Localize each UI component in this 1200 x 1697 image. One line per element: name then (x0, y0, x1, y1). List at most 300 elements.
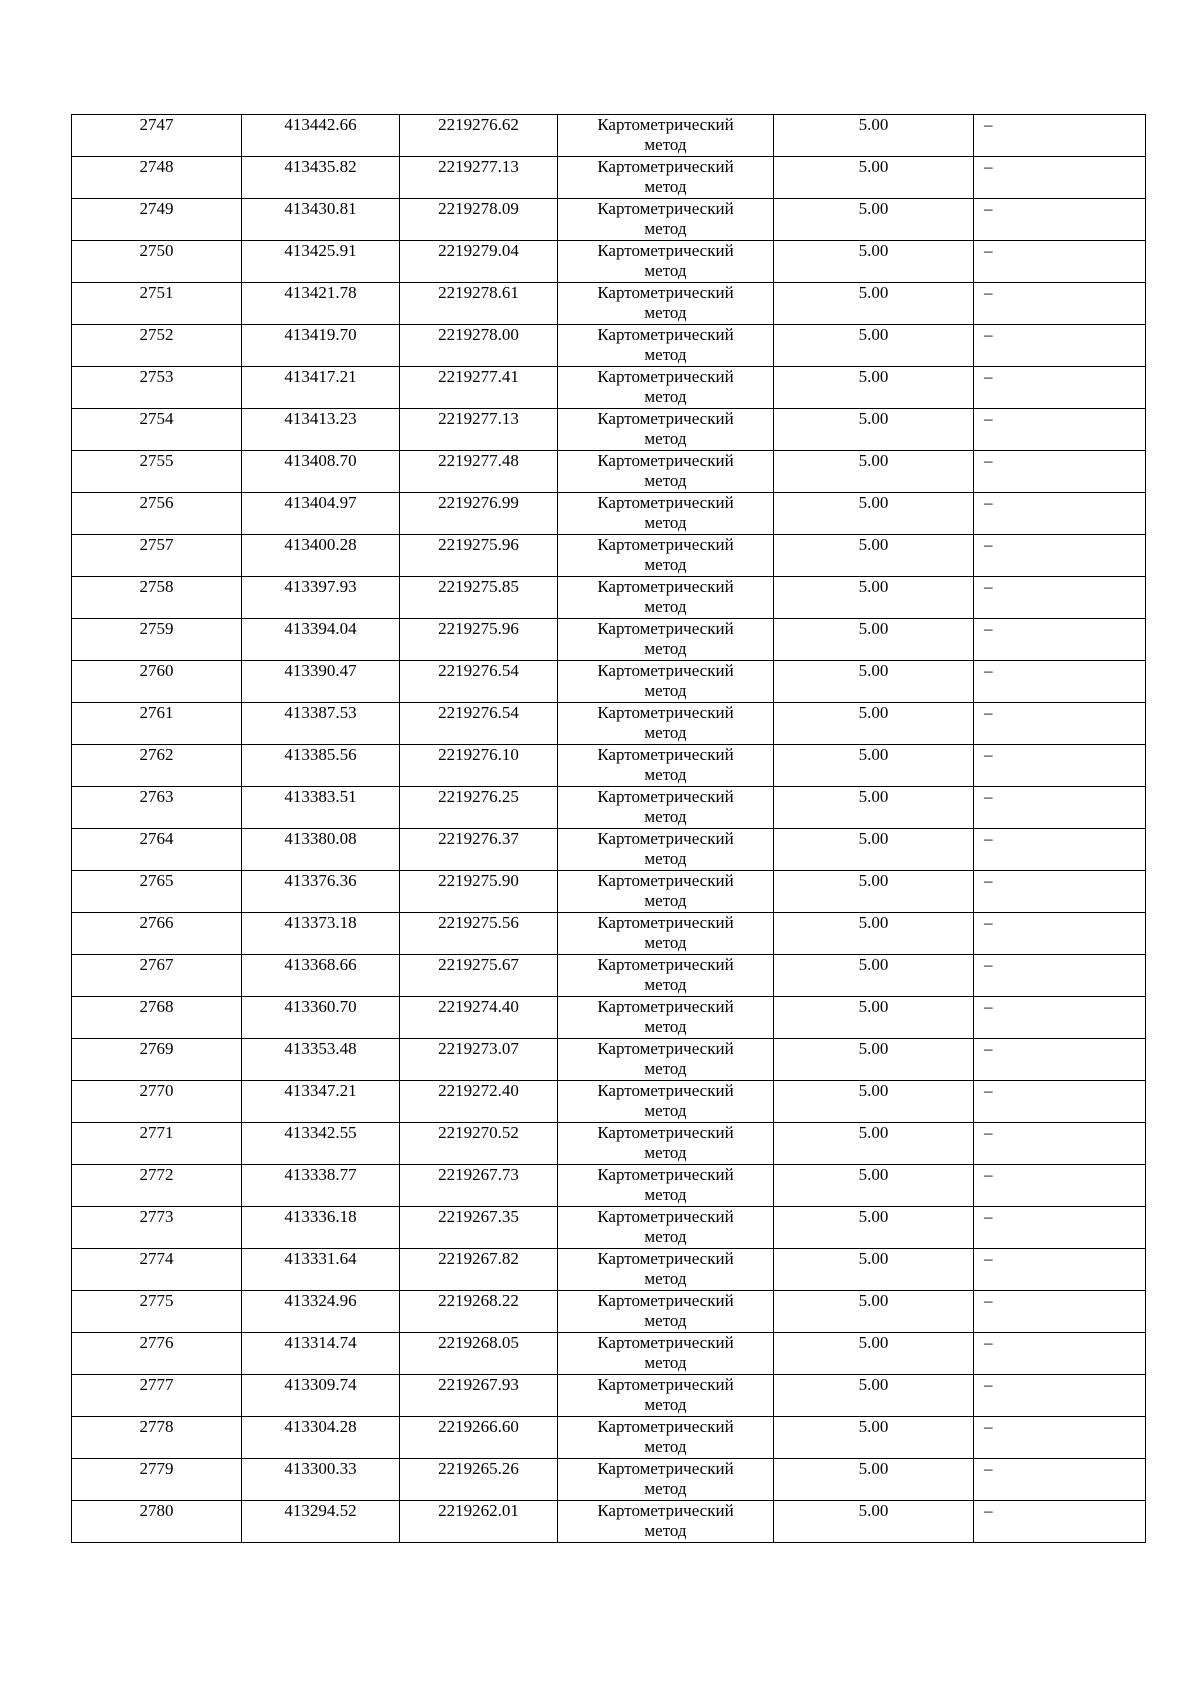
accuracy-cell: 5.00 (774, 1333, 974, 1375)
x-coordinate-cell: 413397.93 (242, 577, 400, 619)
method-line-2: метод (644, 1143, 687, 1162)
method-line-1: Картометрический (597, 1165, 734, 1184)
method-line-2: метод (644, 723, 687, 742)
accuracy-cell: 5.00 (774, 157, 974, 199)
method-cell (558, 829, 774, 871)
x-coordinate-cell: 413373.18 (242, 913, 400, 955)
table-row (72, 955, 1146, 997)
method-cell (558, 1375, 774, 1417)
y-coordinate-cell: 2219279.04 (400, 241, 558, 283)
x-coordinate-cell: 413404.97 (242, 493, 400, 535)
x-coordinate-cell: 413309.74 (242, 1375, 400, 1417)
y-coordinate-cell: 2219275.96 (400, 535, 558, 577)
point-number-cell: 2777 (72, 1375, 242, 1417)
description-cell: – (974, 493, 1146, 535)
x-coordinate-cell: 413390.47 (242, 661, 400, 703)
y-coordinate-cell: 2219267.35 (400, 1207, 558, 1249)
method-line-1: Картометрический (597, 367, 734, 386)
method-line-2: метод (644, 597, 687, 616)
accuracy-cell: 5.00 (774, 241, 974, 283)
accuracy-cell: 5.00 (774, 1459, 974, 1501)
table-row (72, 1501, 1146, 1543)
description-cell: – (974, 1501, 1146, 1543)
method-cell (558, 367, 774, 409)
point-number-cell: 2767 (72, 955, 242, 997)
method-line-1: Картометрический (597, 1375, 734, 1394)
method-cell (558, 955, 774, 997)
y-coordinate-cell: 2219270.52 (400, 1123, 558, 1165)
method-cell (558, 1081, 774, 1123)
description-cell: – (974, 1039, 1146, 1081)
x-coordinate-cell: 413342.55 (242, 1123, 400, 1165)
table-row (72, 283, 1146, 325)
point-number-cell: 2768 (72, 997, 242, 1039)
point-number-cell: 2756 (72, 493, 242, 535)
table-row (72, 1291, 1146, 1333)
coordinates-table (71, 114, 1146, 1543)
method-cell (558, 1165, 774, 1207)
description-cell: – (974, 997, 1146, 1039)
x-coordinate-cell: 413360.70 (242, 997, 400, 1039)
table-row (72, 1375, 1146, 1417)
description-cell: – (974, 1459, 1146, 1501)
method-line-2: метод (644, 891, 687, 910)
accuracy-cell: 5.00 (774, 955, 974, 997)
method-line-1: Картометрический (597, 1291, 734, 1310)
table-row (72, 1459, 1146, 1501)
x-coordinate-cell: 413385.56 (242, 745, 400, 787)
method-line-1: Картометрический (597, 955, 734, 974)
description-cell: – (974, 829, 1146, 871)
method-cell (558, 1459, 774, 1501)
y-coordinate-cell: 2219278.09 (400, 199, 558, 241)
accuracy-cell: 5.00 (774, 1417, 974, 1459)
method-cell (558, 703, 774, 745)
y-coordinate-cell: 2219276.37 (400, 829, 558, 871)
y-coordinate-cell: 2219266.60 (400, 1417, 558, 1459)
accuracy-cell: 5.00 (774, 703, 974, 745)
point-number-cell: 2760 (72, 661, 242, 703)
point-number-cell: 2772 (72, 1165, 242, 1207)
method-cell (558, 913, 774, 955)
accuracy-cell: 5.00 (774, 283, 974, 325)
x-coordinate-cell: 413400.28 (242, 535, 400, 577)
point-number-cell: 2769 (72, 1039, 242, 1081)
method-line-2: метод (644, 1395, 687, 1414)
method-cell (558, 997, 774, 1039)
method-cell (558, 1123, 774, 1165)
description-cell: – (974, 409, 1146, 451)
accuracy-cell: 5.00 (774, 1123, 974, 1165)
method-line-2: метод (644, 1017, 687, 1036)
description-cell: – (974, 913, 1146, 955)
x-coordinate-cell: 413387.53 (242, 703, 400, 745)
description-cell: – (974, 1291, 1146, 1333)
method-line-2: метод (644, 1185, 687, 1204)
x-coordinate-cell: 413408.70 (242, 451, 400, 493)
method-line-1: Картометрический (597, 535, 734, 554)
method-line-1: Картометрический (597, 1123, 734, 1142)
table-row (72, 661, 1146, 703)
method-line-1: Картометрический (597, 745, 734, 764)
x-coordinate-cell: 413376.36 (242, 871, 400, 913)
method-cell (558, 661, 774, 703)
description-cell: – (974, 1249, 1146, 1291)
point-number-cell: 2755 (72, 451, 242, 493)
method-line-1: Картометрический (597, 1039, 734, 1058)
accuracy-cell: 5.00 (774, 1291, 974, 1333)
description-cell: – (974, 241, 1146, 283)
method-line-1: Картометрический (597, 619, 734, 638)
x-coordinate-cell: 413304.28 (242, 1417, 400, 1459)
method-line-1: Картометрический (597, 703, 734, 722)
accuracy-cell: 5.00 (774, 451, 974, 493)
x-coordinate-cell: 413294.52 (242, 1501, 400, 1543)
point-number-cell: 2757 (72, 535, 242, 577)
y-coordinate-cell: 2219276.99 (400, 493, 558, 535)
accuracy-cell: 5.00 (774, 913, 974, 955)
method-line-2: метод (644, 1521, 687, 1540)
method-cell (558, 619, 774, 661)
point-number-cell: 2750 (72, 241, 242, 283)
description-cell: – (974, 661, 1146, 703)
table-row (72, 409, 1146, 451)
accuracy-cell: 5.00 (774, 367, 974, 409)
table-row (72, 1207, 1146, 1249)
method-line-1: Картометрический (597, 115, 734, 134)
x-coordinate-cell: 413442.66 (242, 115, 400, 157)
y-coordinate-cell: 2219278.61 (400, 283, 558, 325)
point-number-cell: 2758 (72, 577, 242, 619)
method-line-1: Картометрический (597, 1333, 734, 1352)
method-line-2: метод (644, 1269, 687, 1288)
description-cell: – (974, 283, 1146, 325)
method-line-2: метод (644, 471, 687, 490)
method-line-2: метод (644, 303, 687, 322)
accuracy-cell: 5.00 (774, 577, 974, 619)
method-line-1: Картометрический (597, 661, 734, 680)
accuracy-cell: 5.00 (774, 661, 974, 703)
method-line-1: Картометрический (597, 997, 734, 1016)
method-cell (558, 199, 774, 241)
description-cell: – (974, 619, 1146, 661)
method-line-2: метод (644, 387, 687, 406)
table-row (72, 367, 1146, 409)
accuracy-cell: 5.00 (774, 871, 974, 913)
description-cell: – (974, 1333, 1146, 1375)
table-row (72, 577, 1146, 619)
description-cell: – (974, 199, 1146, 241)
x-coordinate-cell: 413353.48 (242, 1039, 400, 1081)
method-cell (558, 493, 774, 535)
x-coordinate-cell: 413380.08 (242, 829, 400, 871)
method-line-2: метод (644, 639, 687, 658)
method-cell (558, 1249, 774, 1291)
table-row (72, 325, 1146, 367)
table-row (72, 241, 1146, 283)
y-coordinate-cell: 2219267.73 (400, 1165, 558, 1207)
method-line-1: Картометрический (597, 577, 734, 596)
method-line-1: Картометрический (597, 451, 734, 470)
method-line-2: метод (644, 1101, 687, 1120)
y-coordinate-cell: 2219272.40 (400, 1081, 558, 1123)
point-number-cell: 2774 (72, 1249, 242, 1291)
description-cell: – (974, 787, 1146, 829)
method-line-2: метод (644, 135, 687, 154)
method-line-2: метод (644, 177, 687, 196)
description-cell: – (974, 367, 1146, 409)
x-coordinate-cell: 413421.78 (242, 283, 400, 325)
y-coordinate-cell: 2219275.85 (400, 577, 558, 619)
method-line-2: метод (644, 849, 687, 868)
table-row (72, 745, 1146, 787)
y-coordinate-cell: 2219275.90 (400, 871, 558, 913)
coordinates-table-body (72, 115, 1146, 1543)
table-row (72, 1333, 1146, 1375)
table-row (72, 829, 1146, 871)
x-coordinate-cell: 413425.91 (242, 241, 400, 283)
point-number-cell: 2770 (72, 1081, 242, 1123)
table-row (72, 1249, 1146, 1291)
accuracy-cell: 5.00 (774, 199, 974, 241)
y-coordinate-cell: 2219277.13 (400, 157, 558, 199)
description-cell: – (974, 955, 1146, 997)
method-line-2: метод (644, 975, 687, 994)
method-cell (558, 871, 774, 913)
method-cell (558, 451, 774, 493)
y-coordinate-cell: 2219277.13 (400, 409, 558, 451)
description-cell: – (974, 451, 1146, 493)
method-line-1: Картометрический (597, 1249, 734, 1268)
point-number-cell: 2765 (72, 871, 242, 913)
accuracy-cell: 5.00 (774, 1081, 974, 1123)
method-cell (558, 241, 774, 283)
point-number-cell: 2779 (72, 1459, 242, 1501)
point-number-cell: 2773 (72, 1207, 242, 1249)
method-cell (558, 1207, 774, 1249)
x-coordinate-cell: 413324.96 (242, 1291, 400, 1333)
method-cell (558, 1039, 774, 1081)
method-line-1: Картометрический (597, 157, 734, 176)
method-line-1: Картометрический (597, 493, 734, 512)
point-number-cell: 2762 (72, 745, 242, 787)
method-line-1: Картометрический (597, 871, 734, 890)
method-line-2: метод (644, 429, 687, 448)
y-coordinate-cell: 2219275.96 (400, 619, 558, 661)
table-row (72, 703, 1146, 745)
method-line-2: метод (644, 933, 687, 952)
y-coordinate-cell: 2219276.54 (400, 703, 558, 745)
x-coordinate-cell: 413300.33 (242, 1459, 400, 1501)
method-cell (558, 157, 774, 199)
y-coordinate-cell: 2219275.56 (400, 913, 558, 955)
y-coordinate-cell: 2219267.82 (400, 1249, 558, 1291)
point-number-cell: 2761 (72, 703, 242, 745)
method-line-1: Картометрический (597, 1081, 734, 1100)
point-number-cell: 2753 (72, 367, 242, 409)
accuracy-cell: 5.00 (774, 619, 974, 661)
accuracy-cell: 5.00 (774, 1039, 974, 1081)
point-number-cell: 2752 (72, 325, 242, 367)
y-coordinate-cell: 2219277.41 (400, 367, 558, 409)
point-number-cell: 2766 (72, 913, 242, 955)
description-cell: – (974, 745, 1146, 787)
method-line-2: метод (644, 1059, 687, 1078)
method-line-1: Картометрический (597, 1207, 734, 1226)
point-number-cell: 2747 (72, 115, 242, 157)
method-line-1: Картометрический (597, 409, 734, 428)
point-number-cell: 2775 (72, 1291, 242, 1333)
table-row (72, 787, 1146, 829)
table-row (72, 619, 1146, 661)
method-line-2: метод (644, 807, 687, 826)
y-coordinate-cell: 2219276.62 (400, 115, 558, 157)
method-cell (558, 115, 774, 157)
y-coordinate-cell: 2219268.05 (400, 1333, 558, 1375)
method-line-1: Картометрический (597, 787, 734, 806)
table-row (72, 1039, 1146, 1081)
y-coordinate-cell: 2219277.48 (400, 451, 558, 493)
table-row (72, 535, 1146, 577)
y-coordinate-cell: 2219274.40 (400, 997, 558, 1039)
x-coordinate-cell: 413383.51 (242, 787, 400, 829)
method-line-2: метод (644, 1353, 687, 1372)
method-cell (558, 535, 774, 577)
method-line-2: метод (644, 1437, 687, 1456)
table-row (72, 1081, 1146, 1123)
method-line-1: Картометрический (597, 1501, 734, 1520)
x-coordinate-cell: 413314.74 (242, 1333, 400, 1375)
method-cell (558, 787, 774, 829)
method-cell (558, 283, 774, 325)
table-row (72, 451, 1146, 493)
point-number-cell: 2771 (72, 1123, 242, 1165)
method-line-1: Картометрический (597, 283, 734, 302)
description-cell: – (974, 1417, 1146, 1459)
table-row (72, 1123, 1146, 1165)
method-cell (558, 577, 774, 619)
method-cell (558, 409, 774, 451)
y-coordinate-cell: 2219268.22 (400, 1291, 558, 1333)
point-number-cell: 2776 (72, 1333, 242, 1375)
method-cell (558, 745, 774, 787)
y-coordinate-cell: 2219276.54 (400, 661, 558, 703)
x-coordinate-cell: 413394.04 (242, 619, 400, 661)
x-coordinate-cell: 413435.82 (242, 157, 400, 199)
accuracy-cell: 5.00 (774, 1375, 974, 1417)
description-cell: – (974, 1123, 1146, 1165)
table-row (72, 1417, 1146, 1459)
point-number-cell: 2763 (72, 787, 242, 829)
y-coordinate-cell: 2219276.10 (400, 745, 558, 787)
description-cell: – (974, 325, 1146, 367)
accuracy-cell: 5.00 (774, 1165, 974, 1207)
accuracy-cell: 5.00 (774, 115, 974, 157)
method-cell (558, 325, 774, 367)
table-row (72, 1165, 1146, 1207)
point-number-cell: 2748 (72, 157, 242, 199)
description-cell: – (974, 1207, 1146, 1249)
x-coordinate-cell: 413347.21 (242, 1081, 400, 1123)
method-line-1: Картометрический (597, 241, 734, 260)
x-coordinate-cell: 413430.81 (242, 199, 400, 241)
description-cell: – (974, 1375, 1146, 1417)
table-row (72, 871, 1146, 913)
x-coordinate-cell: 413331.64 (242, 1249, 400, 1291)
method-cell (558, 1501, 774, 1543)
accuracy-cell: 5.00 (774, 787, 974, 829)
y-coordinate-cell: 2219265.26 (400, 1459, 558, 1501)
point-number-cell: 2751 (72, 283, 242, 325)
method-line-2: метод (644, 219, 687, 238)
point-number-cell: 2778 (72, 1417, 242, 1459)
point-number-cell: 2749 (72, 199, 242, 241)
x-coordinate-cell: 413413.23 (242, 409, 400, 451)
method-line-1: Картометрический (597, 1417, 734, 1436)
description-cell: – (974, 871, 1146, 913)
x-coordinate-cell: 413417.21 (242, 367, 400, 409)
method-cell (558, 1291, 774, 1333)
x-coordinate-cell: 413419.70 (242, 325, 400, 367)
point-number-cell: 2764 (72, 829, 242, 871)
accuracy-cell: 5.00 (774, 1501, 974, 1543)
description-cell: – (974, 577, 1146, 619)
y-coordinate-cell: 2219273.07 (400, 1039, 558, 1081)
y-coordinate-cell: 2219276.25 (400, 787, 558, 829)
method-line-2: метод (644, 261, 687, 280)
description-cell: – (974, 115, 1146, 157)
method-line-2: метод (644, 345, 687, 364)
table-row (72, 997, 1146, 1039)
accuracy-cell: 5.00 (774, 1249, 974, 1291)
method-line-1: Картометрический (597, 199, 734, 218)
method-line-2: метод (644, 681, 687, 700)
x-coordinate-cell: 413336.18 (242, 1207, 400, 1249)
description-cell: – (974, 535, 1146, 577)
method-cell (558, 1333, 774, 1375)
accuracy-cell: 5.00 (774, 997, 974, 1039)
accuracy-cell: 5.00 (774, 493, 974, 535)
accuracy-cell: 5.00 (774, 745, 974, 787)
y-coordinate-cell: 2219262.01 (400, 1501, 558, 1543)
table-row (72, 199, 1146, 241)
table-row (72, 493, 1146, 535)
table-row (72, 157, 1146, 199)
method-line-2: метод (644, 765, 687, 784)
y-coordinate-cell: 2219278.00 (400, 325, 558, 367)
accuracy-cell: 5.00 (774, 325, 974, 367)
method-line-1: Картометрический (597, 325, 734, 344)
method-line-2: метод (644, 1227, 687, 1246)
table-row (72, 115, 1146, 157)
accuracy-cell: 5.00 (774, 829, 974, 871)
point-number-cell: 2759 (72, 619, 242, 661)
y-coordinate-cell: 2219267.93 (400, 1375, 558, 1417)
point-number-cell: 2780 (72, 1501, 242, 1543)
description-cell: – (974, 703, 1146, 745)
method-line-1: Картометрический (597, 829, 734, 848)
accuracy-cell: 5.00 (774, 535, 974, 577)
x-coordinate-cell: 413338.77 (242, 1165, 400, 1207)
method-line-2: метод (644, 555, 687, 574)
y-coordinate-cell: 2219275.67 (400, 955, 558, 997)
method-line-1: Картометрический (597, 1459, 734, 1478)
accuracy-cell: 5.00 (774, 1207, 974, 1249)
description-cell: – (974, 157, 1146, 199)
x-coordinate-cell: 413368.66 (242, 955, 400, 997)
method-cell (558, 1417, 774, 1459)
point-number-cell: 2754 (72, 409, 242, 451)
